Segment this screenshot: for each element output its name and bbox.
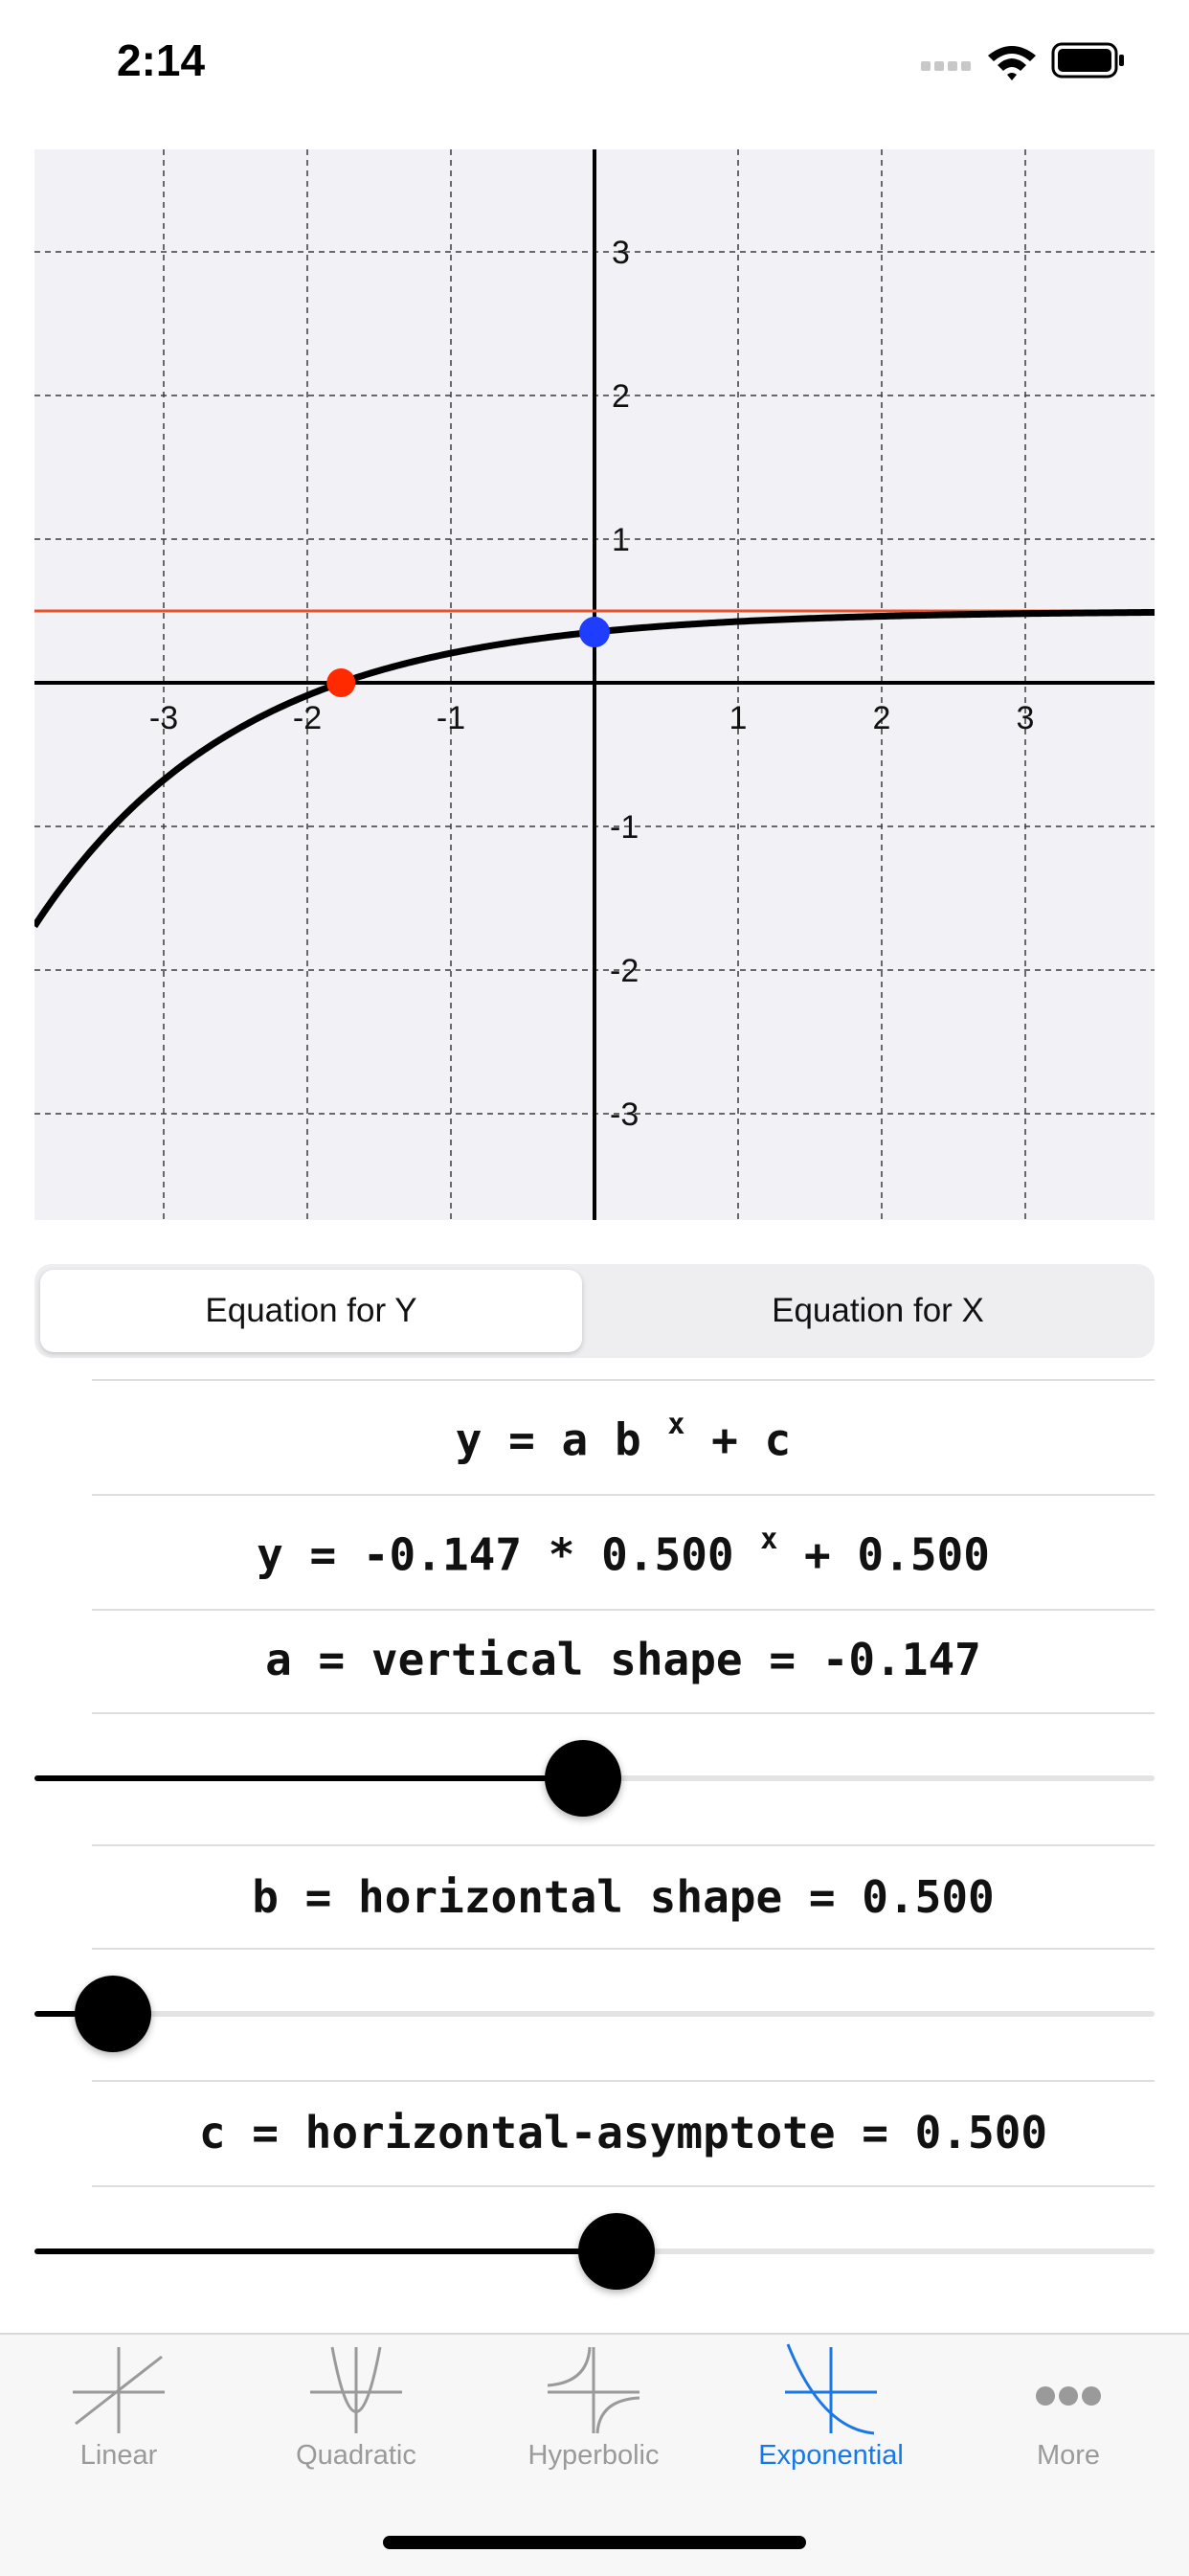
divider — [92, 1494, 1155, 1496]
param-a-label: a = vertical shape = -0.147 — [265, 1634, 981, 1685]
slider-fill — [34, 2248, 617, 2254]
slider-thumb[interactable] — [578, 2213, 655, 2290]
param-b-label: b = horizontal shape = 0.500 — [252, 1871, 995, 1923]
x-tick-label: -1 — [436, 700, 466, 736]
divider — [92, 1844, 1155, 1846]
x-tick-label: 1 — [729, 700, 748, 736]
divider — [92, 1948, 1155, 1950]
tab-quadratic[interactable] — [237, 2335, 475, 2488]
y-tick-label: 3 — [612, 235, 630, 271]
tab-exponential[interactable] — [712, 2335, 950, 2488]
general-equation-base: y = a b — [455, 1413, 641, 1466]
more-dots-icon — [1021, 2342, 1116, 2438]
general-equation — [92, 1408, 1155, 1466]
segment-equation-for-x[interactable]: Equation for X — [772, 1292, 984, 1329]
x-intercept-point — [326, 668, 355, 697]
tab-linear[interactable] — [0, 2335, 237, 2488]
divider — [92, 1379, 1155, 1381]
y-tick-label: -2 — [610, 953, 639, 989]
slider-thumb[interactable] — [75, 1976, 151, 2052]
wifi-icon — [988, 46, 1036, 80]
segment-equation-for-y[interactable]: Equation for Y — [40, 1270, 582, 1352]
exponential-graph-icon — [783, 2342, 879, 2438]
equation-mode-segmented-control — [34, 1264, 1155, 1358]
tab-label: Quadratic — [296, 2440, 416, 2471]
divider — [92, 1609, 1155, 1611]
tab-label: Hyperbolic — [527, 2440, 660, 2471]
param-c-label: c = horizontal-asymptote = 0.500 — [198, 2107, 1048, 2158]
quadratic-graph-icon — [308, 2342, 404, 2438]
status-time: 2:14 — [117, 35, 206, 85]
general-equation-tail: + c — [684, 1413, 792, 1466]
slider-fill — [34, 1775, 583, 1781]
slider-thumb[interactable] — [545, 1740, 621, 1817]
specific-equation-exponent: x — [760, 1523, 778, 1556]
x-tick-label: 2 — [872, 700, 891, 736]
specific-equation-base: y = -0.147 * 0.500 — [257, 1528, 734, 1581]
param-c-slider[interactable] — [34, 2208, 1155, 2294]
tab-label: Linear — [79, 2440, 158, 2471]
y-intercept-point — [579, 617, 610, 647]
divider — [92, 1712, 1155, 1714]
tab-label: Exponential — [758, 2440, 904, 2471]
tab-hyperbolic[interactable] — [475, 2335, 712, 2488]
specific-equation — [92, 1523, 1155, 1581]
linear-graph-icon — [71, 2342, 167, 2438]
slider-track — [34, 2011, 1155, 2017]
x-tick-label: 3 — [1016, 700, 1035, 736]
tab-label: More — [1036, 2440, 1101, 2471]
y-tick-label: 1 — [612, 522, 630, 558]
y-tick-label: -1 — [610, 809, 639, 846]
status-bar — [0, 0, 1189, 134]
y-tick-label: 2 — [612, 378, 630, 415]
divider — [92, 2185, 1155, 2187]
tab-more[interactable] — [950, 2335, 1187, 2488]
y-tick-label: -3 — [610, 1096, 639, 1133]
param-b-slider[interactable] — [34, 1971, 1155, 2057]
battery-icon — [1053, 44, 1124, 77]
graph-plot[interactable] — [34, 149, 1155, 1220]
hyperbolic-graph-icon — [546, 2342, 641, 2438]
general-equation-exponent: x — [667, 1408, 685, 1441]
divider — [92, 2080, 1155, 2082]
specific-equation-tail: + 0.500 — [777, 1528, 990, 1581]
x-tick-label: -2 — [292, 700, 323, 736]
status-icons — [921, 38, 1132, 86]
cellular-signal-icon — [921, 61, 971, 71]
param-a-slider[interactable] — [34, 1735, 1155, 1821]
home-indicator — [383, 2536, 806, 2549]
x-tick-label: -3 — [148, 700, 179, 736]
